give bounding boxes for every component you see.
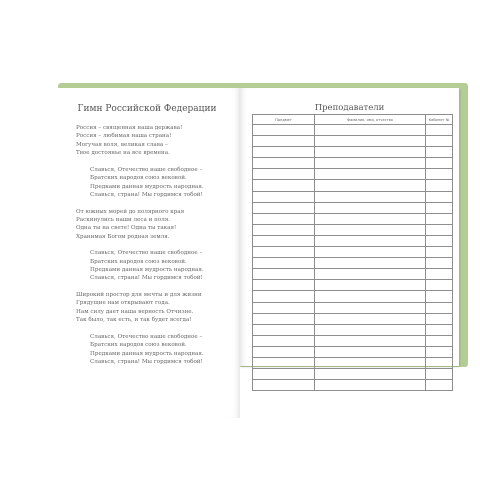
- table-cell[interactable]: [253, 313, 315, 324]
- anthem-verse: [76, 291, 236, 325]
- table-cell[interactable]: [253, 136, 315, 147]
- table-cell[interactable]: [253, 180, 315, 191]
- table-row: [253, 147, 453, 158]
- teachers-table: [252, 114, 453, 391]
- table-cell[interactable]: [426, 258, 453, 269]
- table-cell[interactable]: [426, 247, 453, 258]
- table-cell[interactable]: [315, 158, 426, 169]
- anthem-line: Славься, страна! Мы гордимся тобой!: [90, 358, 203, 365]
- anthem-line: Братских народов союз вековой.: [90, 342, 187, 349]
- table-cell[interactable]: [253, 302, 315, 313]
- table-cell[interactable]: [426, 324, 453, 335]
- table-cell[interactable]: [426, 136, 453, 147]
- table-row: [253, 213, 453, 224]
- anthem-line: Предками данная мудрость народная.: [90, 183, 204, 190]
- table-cell[interactable]: [426, 369, 453, 380]
- table-cell[interactable]: [253, 202, 315, 213]
- table-row: [253, 224, 453, 235]
- table-cell[interactable]: [253, 213, 315, 224]
- table-cell[interactable]: [315, 235, 426, 246]
- table-cell[interactable]: [315, 136, 426, 147]
- anthem-line: Братских народов союз вековой.: [90, 258, 187, 265]
- table-cell[interactable]: [315, 324, 426, 335]
- anthem-line: Славься, страна! Мы гордимся тобой!: [90, 191, 203, 198]
- anthem-line: Предками данная мудрость народная.: [90, 350, 204, 357]
- teachers-title: Преподаватели: [314, 103, 385, 113]
- anthem-line: Грядущие нам открывают года.: [76, 300, 170, 307]
- anthem-text: [76, 124, 236, 375]
- anthem-line: Раскинулись наши леса и поля.: [76, 216, 171, 223]
- table-row: [253, 180, 453, 191]
- table-row: [253, 202, 453, 213]
- table-cell[interactable]: [315, 202, 426, 213]
- table-cell[interactable]: [315, 369, 426, 380]
- table-cell[interactable]: [253, 335, 315, 346]
- table-row: [253, 280, 453, 291]
- table-cell[interactable]: [315, 247, 426, 258]
- anthem-verse: [76, 208, 236, 242]
- table-cell[interactable]: [253, 147, 315, 158]
- table-cell[interactable]: [426, 302, 453, 313]
- table-cell[interactable]: [426, 269, 453, 280]
- table-cell[interactable]: [253, 258, 315, 269]
- table-cell[interactable]: [253, 280, 315, 291]
- table-row: [253, 235, 453, 246]
- table-cell[interactable]: [315, 213, 426, 224]
- anthem-line: Славься, Отечество наше свободное –: [90, 250, 203, 257]
- table-cell[interactable]: [315, 280, 426, 291]
- anthem-line: Могучая воля, великая слава –: [76, 141, 168, 148]
- table-cell[interactable]: [426, 291, 453, 302]
- anthem-line: Хранимая Богом родная земля.: [76, 233, 170, 240]
- column-header-room: Кабинет №: [426, 115, 453, 125]
- table-cell[interactable]: [426, 169, 453, 180]
- table-cell[interactable]: [315, 313, 426, 324]
- table-cell[interactable]: [426, 357, 453, 368]
- table-cell[interactable]: [315, 357, 426, 368]
- column-header-name: Фамилия, имя, отчество: [315, 115, 426, 125]
- table-cell[interactable]: [253, 247, 315, 258]
- table-cell[interactable]: [426, 346, 453, 357]
- table-row: [253, 191, 453, 202]
- table-row: [253, 291, 453, 302]
- column-header-subject: Предмет: [253, 115, 315, 125]
- anthem-verse: [76, 124, 236, 158]
- table-row: [253, 357, 453, 368]
- anthem-line: Одна ты на свете! Одна ты такая!: [76, 225, 177, 232]
- table-cell[interactable]: [426, 158, 453, 169]
- table-cell[interactable]: [253, 191, 315, 202]
- table-cell[interactable]: [426, 147, 453, 158]
- table-row: [253, 169, 453, 180]
- table-header-row: [253, 115, 453, 125]
- anthem-line: От южных морей до полярного края: [76, 208, 185, 215]
- table-cell[interactable]: [253, 235, 315, 246]
- table-cell[interactable]: [315, 147, 426, 158]
- anthem-line: Широкий простор для мечты и для жизни: [76, 292, 202, 298]
- table-cell[interactable]: [426, 202, 453, 213]
- anthem-line: Твое достоянье на все времена.: [76, 150, 170, 157]
- table-cell[interactable]: [253, 369, 315, 380]
- table-cell[interactable]: [315, 125, 426, 136]
- anthem-line: Предками данная мудрость народная.: [90, 267, 204, 274]
- table-cell[interactable]: [426, 180, 453, 191]
- table-cell[interactable]: [426, 335, 453, 346]
- table-row: [253, 269, 453, 280]
- table-cell[interactable]: [315, 302, 426, 313]
- table-cell[interactable]: [426, 191, 453, 202]
- table-row: [253, 346, 453, 357]
- table-cell[interactable]: [315, 291, 426, 302]
- table-row: [253, 158, 453, 169]
- anthem-line: Славься, Отечество наше свободное –: [90, 333, 203, 340]
- table-row: [253, 369, 453, 380]
- table-cell[interactable]: [253, 158, 315, 169]
- table-cell[interactable]: [253, 169, 315, 180]
- table-cell[interactable]: [426, 125, 453, 136]
- table-row: [253, 247, 453, 258]
- table-cell[interactable]: [253, 324, 315, 335]
- table-cell[interactable]: [426, 224, 453, 235]
- table-cell[interactable]: [426, 313, 453, 324]
- table-cell[interactable]: [315, 269, 426, 280]
- anthem-title: Гимн Российской Федерации: [77, 104, 217, 114]
- table-cell[interactable]: [315, 346, 426, 357]
- table-cell[interactable]: [253, 291, 315, 302]
- table-cell[interactable]: [315, 180, 426, 191]
- table-row: [253, 258, 453, 269]
- table-cell[interactable]: [253, 380, 315, 391]
- table-cell[interactable]: [315, 380, 426, 391]
- anthem-line: Россия – любимая наша страна!: [76, 133, 172, 140]
- table-cell[interactable]: [253, 346, 315, 357]
- anthem-chorus: [76, 249, 236, 283]
- table-cell[interactable]: [253, 357, 315, 368]
- anthem-chorus: [76, 166, 236, 200]
- table-row: [253, 313, 453, 324]
- table-row: [253, 324, 453, 335]
- anthem-line: Славься, страна! Мы гордимся тобой!: [90, 275, 203, 282]
- table-cell[interactable]: [315, 258, 426, 269]
- anthem-line: Так было, так есть, и так будет всегда!: [76, 317, 192, 324]
- table-cell[interactable]: [426, 280, 453, 291]
- anthem-line: Нам силу дает наша верность Отчизне.: [76, 308, 194, 315]
- table-cell[interactable]: [253, 269, 315, 280]
- table-cell[interactable]: [315, 335, 426, 346]
- anthem-line: Россия – священная наша держава!: [76, 125, 183, 131]
- table-cell[interactable]: [253, 125, 315, 136]
- table-cell[interactable]: [315, 191, 426, 202]
- table-cell[interactable]: [426, 235, 453, 246]
- table-row: [253, 380, 453, 391]
- table-cell[interactable]: [315, 224, 426, 235]
- table-cell[interactable]: [426, 380, 453, 391]
- table-row: [253, 302, 453, 313]
- table-row: [253, 335, 453, 346]
- table-cell[interactable]: [253, 224, 315, 235]
- table-cell[interactable]: [315, 169, 426, 180]
- anthem-chorus: [76, 333, 236, 367]
- anthem-line: Славься, Отечество наше свободное –: [90, 166, 203, 173]
- table-row: [253, 136, 453, 147]
- table-row: [253, 125, 453, 136]
- anthem-line: Братских народов союз вековой.: [90, 175, 187, 182]
- table-cell[interactable]: [426, 213, 453, 224]
